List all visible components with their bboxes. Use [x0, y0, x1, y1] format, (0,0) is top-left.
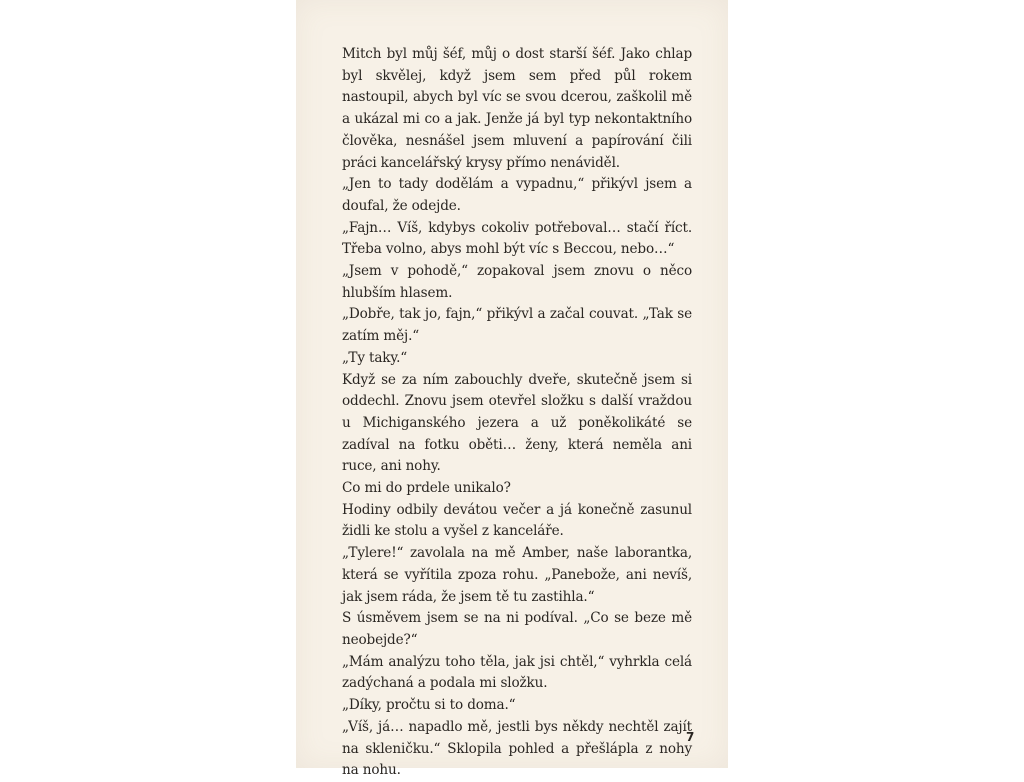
- book-page: [296, 0, 728, 779]
- paragraph: „Tylere!“ zavolala na mě Amber, naše laborantka, která se vyřítila zpoza rohu. „Panebože, ani nevíš, jak jsem ráda, že jsem tě tu zastihla.“: [342, 545, 692, 605]
- paragraph: S úsměvem jsem se na ni podíval. „Co se beze mě neobejde?“: [342, 610, 692, 648]
- page-number: 7: [686, 730, 695, 744]
- paragraph: Co mi do prdele unikalo?: [342, 480, 511, 497]
- paragraph: Mitch byl můj šéf, můj o dost starší šéf. Jako chlap byl skvělej, když jsem sem před půl rokem nastoupil, abych byl víc se svou dcerou, zaškolil mě a ukázal mi co a jak. Jenže já byl typ nekontaktního člověka, nesnášel jsem mluvení a papírování čili práci kancelářský krysy přímo nenáviděl.: [342, 46, 692, 171]
- paragraph: „Mám analýzu toho těla, jak jsi chtěl,“ vyhrkla celá zadýchaná a podala mi složku.: [342, 653, 692, 692]
- paragraph: Hodiny odbily devátou večer a já konečně zasunul židli ke stolu a vyšel z kanceláře.: [342, 501, 692, 540]
- page-text: [342, 44, 695, 782]
- paragraph: „Díky, pročtu si to doma.“: [342, 697, 516, 714]
- paragraph: „Ty taky.“: [342, 349, 408, 366]
- paragraph: „Fajn… Víš, kdybys cokoliv potřeboval… stačí říct. Třeba volno, abys mohl být víc s Beccou, nebo…“: [342, 219, 692, 258]
- paragraph: Když se za ním zabouchly dveře, skutečně jsem si oddechl. Znovu jsem otevřel složku s další vraždou u Michiganského jezera a už poněkolikáté se zadíval na fotku oběti… ženy, která neměla ani ruce, ani nohy.: [342, 371, 692, 475]
- paragraph: „Víš, já… napadlo mě, jestli bys někdy nechtěl zajít na skleničku.“ Sklopila pohled a přešlápla z nohy na nohu.: [342, 718, 692, 779]
- paragraph: „Jsem v pohodě,“ zopakoval jsem znovu o něco hlubším hlasem.: [342, 263, 692, 301]
- paragraph: „Dobře, tak jo, fajn,“ přikývl a začal couvat. „Tak se zatím měj.“: [342, 306, 692, 345]
- paragraph: „Jen to tady dodělám a vypadnu,“ přikývl jsem a doufal, že odejde.: [342, 176, 692, 214]
